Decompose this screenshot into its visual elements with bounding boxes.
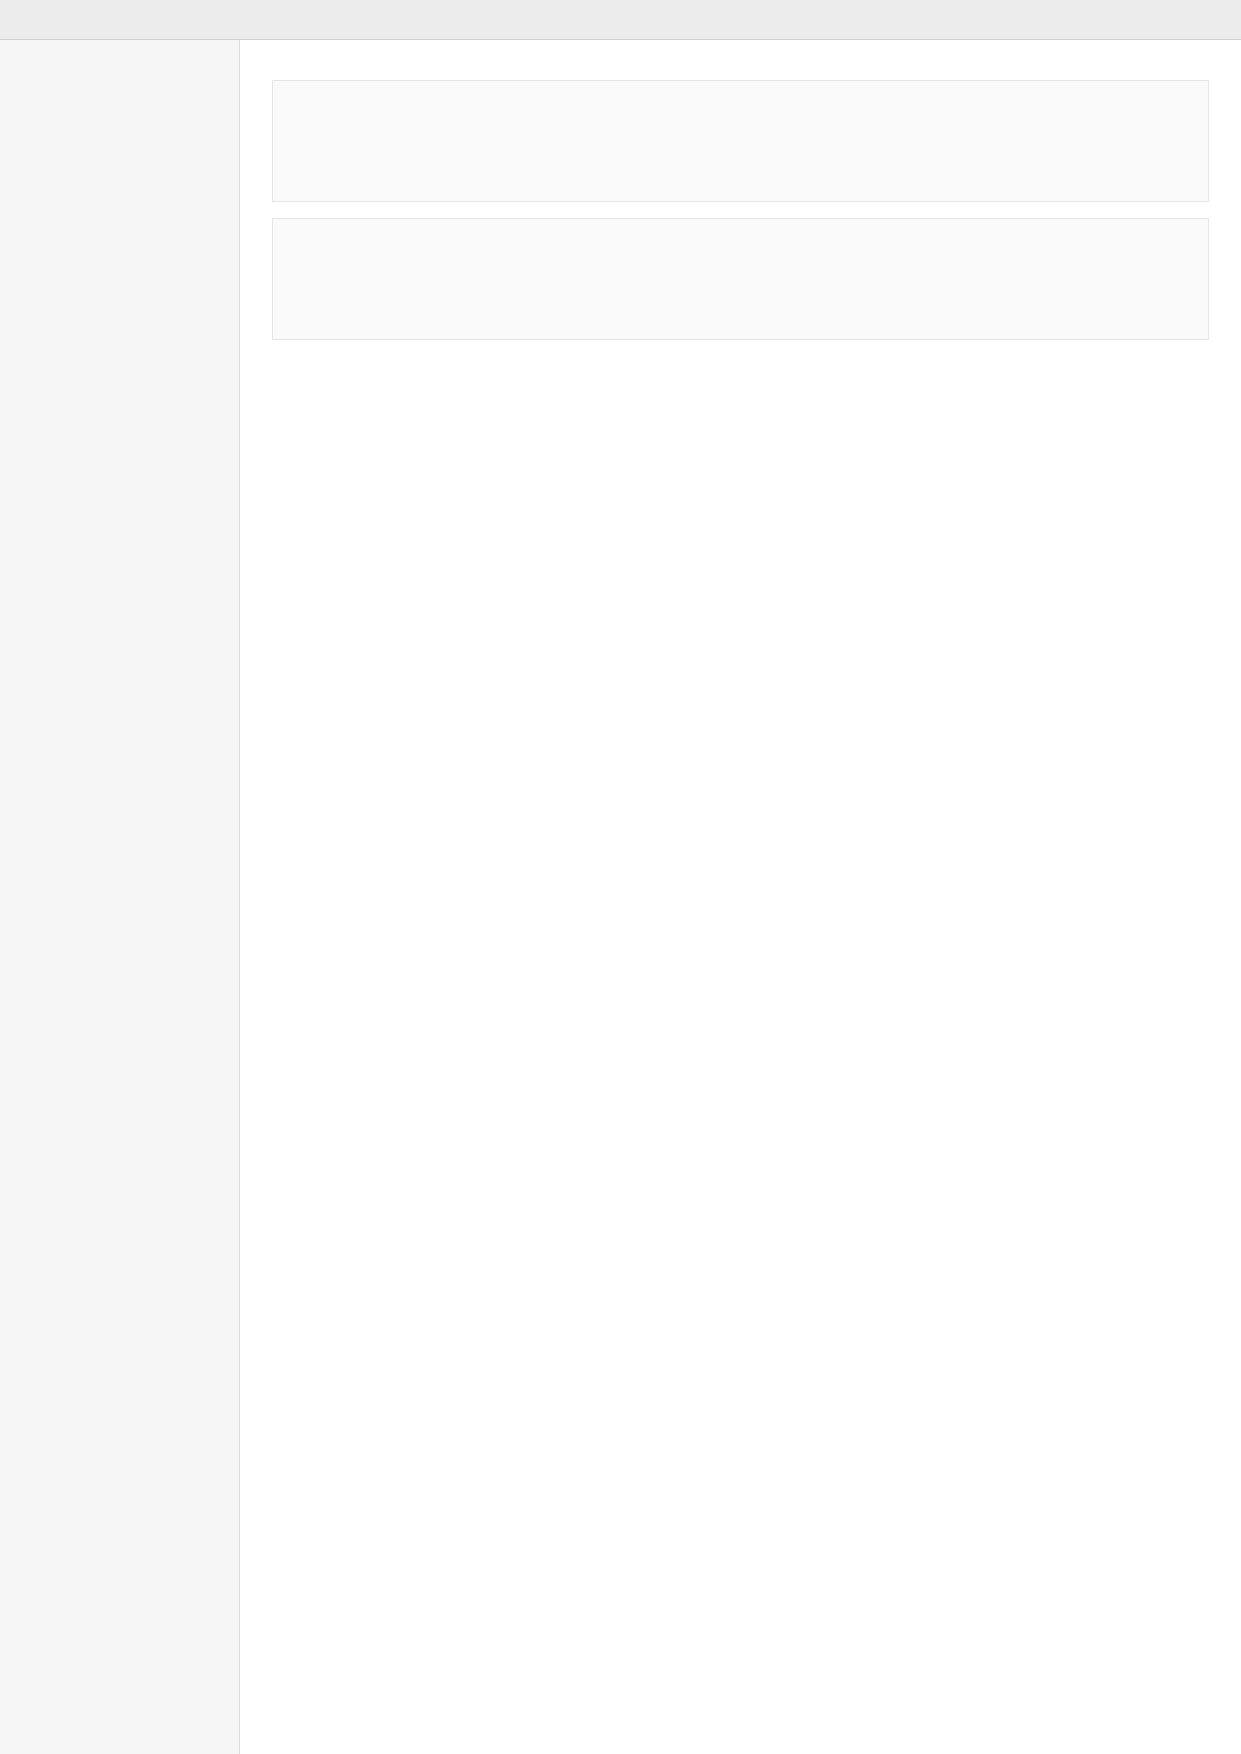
body-area	[0, 40, 1241, 1754]
content-region	[272, 218, 1209, 340]
content-region	[272, 80, 1209, 202]
sidebar	[0, 40, 240, 1754]
main-content	[240, 40, 1241, 1754]
title-bar	[0, 0, 1241, 40]
